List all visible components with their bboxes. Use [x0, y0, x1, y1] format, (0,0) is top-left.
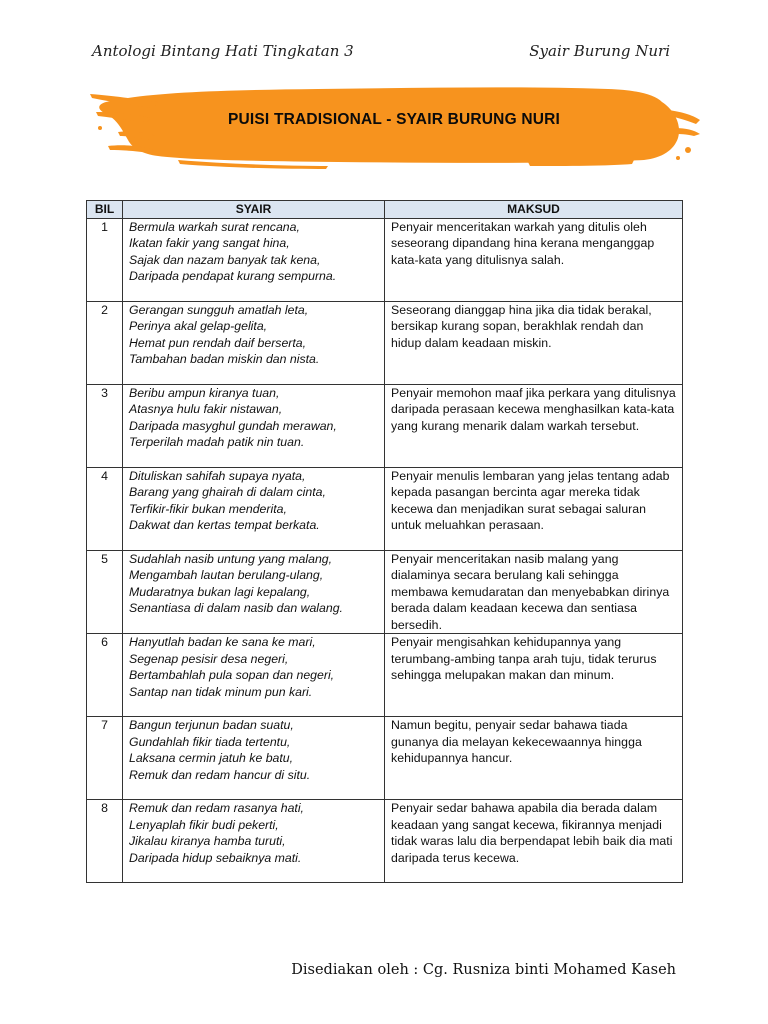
table-row [87, 384, 683, 467]
syair-line: Gerangan sungguh amatlah leta, [129, 302, 309, 317]
maksud-cell [385, 800, 683, 883]
syair-line: Tambahan badan miskin dan nista. [129, 352, 320, 366]
syair-line: Barang yang ghairah di dalam cinta, [129, 485, 326, 499]
syair-line: Mudaratnya bukan lagi kepalang, [129, 584, 311, 599]
syair-line: Hemat pun rendah daif berserta, [129, 335, 307, 350]
syair-cell [123, 384, 385, 467]
syair-line: Bangun terjunun badan suatu, [129, 718, 294, 732]
syair-line: Remuk dan redam hancur di situ. [129, 767, 311, 782]
syair-line: Ikatan fakir yang sangat hina, [129, 236, 290, 250]
syair-line: Daripada pendapat kurang sempurna. [129, 269, 337, 283]
syair-line: Bermula warkah surat rencana, [129, 219, 300, 234]
maksud-cell [385, 467, 683, 550]
maksud-text: Namun begitu, penyair sedar bahawa tiada gunanya dia melayan kekecewaannya hingga kehidupannya hancur. [391, 718, 642, 765]
syair-line: Atasnya hulu fakir nistawan, [129, 402, 283, 416]
row-number: 5 [87, 550, 123, 634]
column-header-bil: BIL [87, 201, 123, 219]
title-banner [88, 80, 700, 170]
table-row [87, 218, 683, 301]
banner-title: PUISI TRADISIONAL - SYAIR BURUNG NURI [227, 111, 561, 128]
syair-line: Bertambahlah pula sopan dan negeri, [129, 668, 335, 682]
maksud-cell [385, 301, 683, 384]
maksud-text: Seseorang dianggap hina jika dia tidak berakal, bersikap kurang sopan, berakhlak rendah dan hidup dalam keadaan miskin. [391, 302, 652, 350]
table-row [87, 467, 683, 550]
table-row [87, 717, 683, 800]
syair-table [86, 200, 683, 883]
table-row [87, 800, 683, 883]
syair-cell [123, 467, 385, 550]
syair-line: Daripada masyghul gundah merawan, [129, 418, 337, 433]
syair-cell [123, 800, 385, 883]
syair-line: Sajak dan nazam banyak tak kena, [129, 252, 321, 267]
syair-line: Mengambah lautan berulang-ulang, [129, 568, 324, 582]
syair-cell [123, 717, 385, 800]
maksud-cell [385, 550, 683, 634]
syair-line: Gundahlah fikir tiada tertentu, [129, 734, 291, 749]
maksud-text: Penyair menulis lembaran yang jelas tentang adab kepada pasangan bercinta agar mereka tidak kecewa dan menjadikan surat sebagai saluran untuk meluahkan perasaan. [391, 468, 670, 532]
maksud-cell [385, 634, 683, 717]
syair-line: Senantiasa di dalam nasib dan walang. [129, 601, 343, 615]
syair-line: Laksana cermin jatuh ke batu, [129, 751, 294, 765]
table-header-row [87, 201, 683, 219]
syair-line: Terperilah madah patik nin tuan. [129, 435, 305, 449]
maksud-cell [385, 717, 683, 800]
syair-line: Hanyutlah badan ke sana ke mari, [129, 635, 316, 649]
maksud-text: Penyair menceritakan warkah yang ditulis oleh seseorang dipandang hina kerana menganggap kata-kata yang ditulisnya salah. [391, 219, 655, 267]
syair-line: Remuk dan redam rasanya hati, [129, 801, 304, 815]
row-number: 3 [87, 384, 123, 467]
syair-line: Segenap pesisir desa negeri, [129, 651, 289, 666]
row-number: 1 [87, 218, 123, 301]
row-number: 7 [87, 717, 123, 800]
row-number: 6 [87, 634, 123, 717]
syair-line: Santap nan tidak minum pun kari. [129, 684, 313, 699]
maksud-cell [385, 384, 683, 467]
syair-line: Dakwat dan kertas tempat berkata. [129, 518, 320, 532]
header-book-title: Antologi Bintang Hati Tingkatan 3 [92, 42, 354, 60]
syair-line: Beribu ampun kiranya tuan, [129, 385, 280, 400]
syair-line: Daripada hidup sebaiknya mati. [129, 850, 302, 865]
maksud-text: Penyair menceritakan nasib malang yang dialaminya secara berulang kali sehingga membawa kemudaratan dan menyebabkan dirinya berada dalam keadaan kecewa dan sentiasa bersedih. [391, 551, 670, 632]
syair-line: Dituliskan sahifah supaya nyata, [129, 468, 306, 483]
footer-credit: Disediakan oleh : Cg. Rusniza binti Mohamed Kaseh [291, 962, 676, 978]
maksud-text: Penyair memohon maaf jika perkara yang ditulisnya daripada perasaan kecewa menghasilkan kata-kata yang kurang menarik dalam warkah tersebut. [391, 385, 676, 433]
row-number: 2 [87, 301, 123, 384]
syair-cell [123, 634, 385, 717]
maksud-text: Penyair mengisahkan kehidupannya yang terumbang-ambing tanpa arah tuju, tidak terurus sehingga melupakan makan dan minum. [391, 635, 657, 682]
syair-line: Lenyaplah fikir budi pekerti, [129, 817, 279, 832]
maksud-cell [385, 218, 683, 301]
syair-cell [123, 218, 385, 301]
row-number: 4 [87, 467, 123, 550]
syair-cell [123, 301, 385, 384]
column-header-syair: SYAIR [123, 201, 385, 219]
maksud-text: Penyair sedar bahawa apabila dia berada dalam keadaan yang sangat kecewa, fikirannya menjadi tidak waras lalu dia berpendapat lebih baik dia mati daripada terus kecewa. [391, 801, 673, 865]
syair-line: Sudahlah nasib untung yang malang, [129, 551, 333, 566]
header-poem-title: Syair Burung Nuri [529, 42, 670, 60]
syair-line: Terfikir-fikir bukan menderita, [129, 501, 287, 516]
syair-line: Perinya akal gelap-gelita, [129, 319, 268, 333]
table-row [87, 550, 683, 634]
page-header [92, 42, 670, 66]
table-row [87, 301, 683, 384]
syair-cell [123, 550, 385, 634]
syair-line: Jikalau kiranya hamba turuti, [129, 834, 286, 848]
row-number: 8 [87, 800, 123, 883]
table-row [87, 634, 683, 717]
column-header-maksud: MAKSUD [385, 201, 683, 219]
